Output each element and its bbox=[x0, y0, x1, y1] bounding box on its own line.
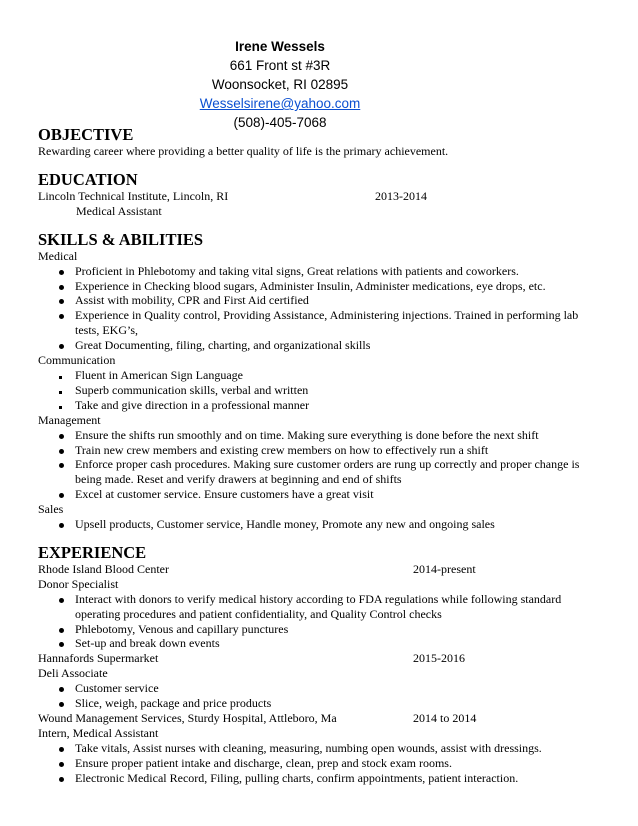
job-duties bbox=[38, 741, 598, 786]
skill-list-medical bbox=[38, 264, 598, 353]
list-item: Experience in Checking blood sugars, Administer Insulin, Administer medications, eye drops, etc. bbox=[38, 279, 598, 294]
list-item: Experience in Quality control, Providing Assistance, Administering injections. Trained in performing lab tests, EKG’s, bbox=[38, 308, 598, 338]
skill-group-title: Medical bbox=[38, 248, 78, 263]
education-entry bbox=[38, 189, 598, 204]
job-duties bbox=[38, 592, 598, 652]
objective-heading: OBJECTIVE bbox=[38, 125, 134, 144]
skill-list-communication bbox=[38, 368, 598, 413]
list-item: Excel at customer service. Ensure customers have a great visit bbox=[38, 487, 598, 502]
list-item: Take vitals, Assist nurses with cleaning, measuring, numbing open wounds, assist with dressings. bbox=[38, 741, 598, 756]
list-item: Proficient in Phlebotomy and taking vital signs, Great relations with patients and coworkers. bbox=[38, 264, 598, 279]
list-item: Enforce proper cash procedures. Making sure customer orders are rung up correctly and proper change is being made. Reset and verify drawers at beginning and end of shifts bbox=[38, 457, 598, 487]
job-duties bbox=[38, 681, 598, 711]
list-item: Set-up and break down events bbox=[38, 636, 598, 651]
list-item: Great Documenting, filing, charting, and organizational skills bbox=[38, 338, 598, 353]
list-item: Superb communication skills, verbal and written bbox=[38, 383, 598, 398]
city-state-zip: Woonsocket, RI 02895 bbox=[211, 77, 349, 92]
skill-list-sales bbox=[38, 517, 598, 532]
list-item: Upsell products, Customer service, Handle money, Promote any new and ongoing sales bbox=[38, 517, 598, 532]
skills-heading: SKILLS & ABILITIES bbox=[38, 229, 204, 249]
resume-body bbox=[38, 126, 598, 786]
job-dates: 2014 to 2014 bbox=[413, 711, 477, 725]
list-item: Slice, weigh, package and price products bbox=[38, 696, 598, 711]
job-entry bbox=[38, 651, 598, 666]
list-item: Assist with mobility, CPR and First Aid certified bbox=[38, 293, 598, 308]
job-title: Intern, Medical Assistant bbox=[38, 725, 159, 740]
job-title: Donor Specialist bbox=[38, 576, 119, 591]
list-item: Ensure proper patient intake and discharge, clean, prep and stock exam rooms. bbox=[38, 756, 598, 771]
skill-list-management bbox=[38, 428, 598, 503]
list-item: Electronic Medical Record, Filing, pulling charts, confirm appointments, patient interaction. bbox=[38, 771, 598, 786]
skill-group-title: Communication bbox=[38, 353, 116, 368]
list-item: Phlebotomy, Venous and capillary punctures bbox=[38, 622, 598, 637]
employer-name: Wound Management Services, Sturdy Hospital, Attleboro, Ma bbox=[38, 711, 337, 725]
skill-group-title: Sales bbox=[38, 502, 64, 517]
job-title: Deli Associate bbox=[38, 666, 108, 681]
job-entry bbox=[38, 711, 598, 726]
phone-number: (508)-405-7068 bbox=[233, 115, 327, 130]
job-dates: 2015-2016 bbox=[413, 651, 465, 666]
education-dates: 2013-2014 bbox=[375, 188, 427, 203]
experience-heading: EXPERIENCE bbox=[38, 542, 147, 562]
objective-text: Rewarding career where providing a better quality of life is the primary achievement. bbox=[38, 144, 449, 158]
email-link[interactable]: Wesselsirene@yahoo.com bbox=[199, 96, 361, 111]
skill-group-title: Management bbox=[38, 412, 101, 427]
list-item: Take and give direction in a professional manner bbox=[38, 398, 598, 413]
contact-header bbox=[0, 37, 560, 132]
job-dates: 2014-present bbox=[413, 561, 476, 576]
education-heading: EDUCATION bbox=[38, 169, 138, 189]
list-item: Customer service bbox=[38, 681, 598, 696]
employer-name: Rhode Island Blood Center bbox=[38, 561, 169, 576]
school-name: Lincoln Technical Institute, Lincoln, RI bbox=[38, 188, 229, 203]
list-item: Ensure the shifts run smoothly and on time. Making sure everything is done before the next shift bbox=[38, 428, 598, 443]
street-address: 661 Front st #3R bbox=[229, 58, 331, 73]
list-item: Fluent in American Sign Language bbox=[38, 368, 598, 383]
employer-name: Hannafords Supermarket bbox=[38, 651, 159, 666]
list-item: Train new crew members and existing crew members on how to effectively run a shift bbox=[38, 443, 598, 458]
education-program: Medical Assistant bbox=[76, 203, 162, 218]
list-item: Interact with donors to verify medical history according to FDA regulations while following standard operating procedures and patient confidentiality, and Quality Control checks bbox=[38, 592, 598, 622]
job-entry bbox=[38, 562, 598, 577]
candidate-name: Irene Wessels bbox=[235, 39, 325, 54]
